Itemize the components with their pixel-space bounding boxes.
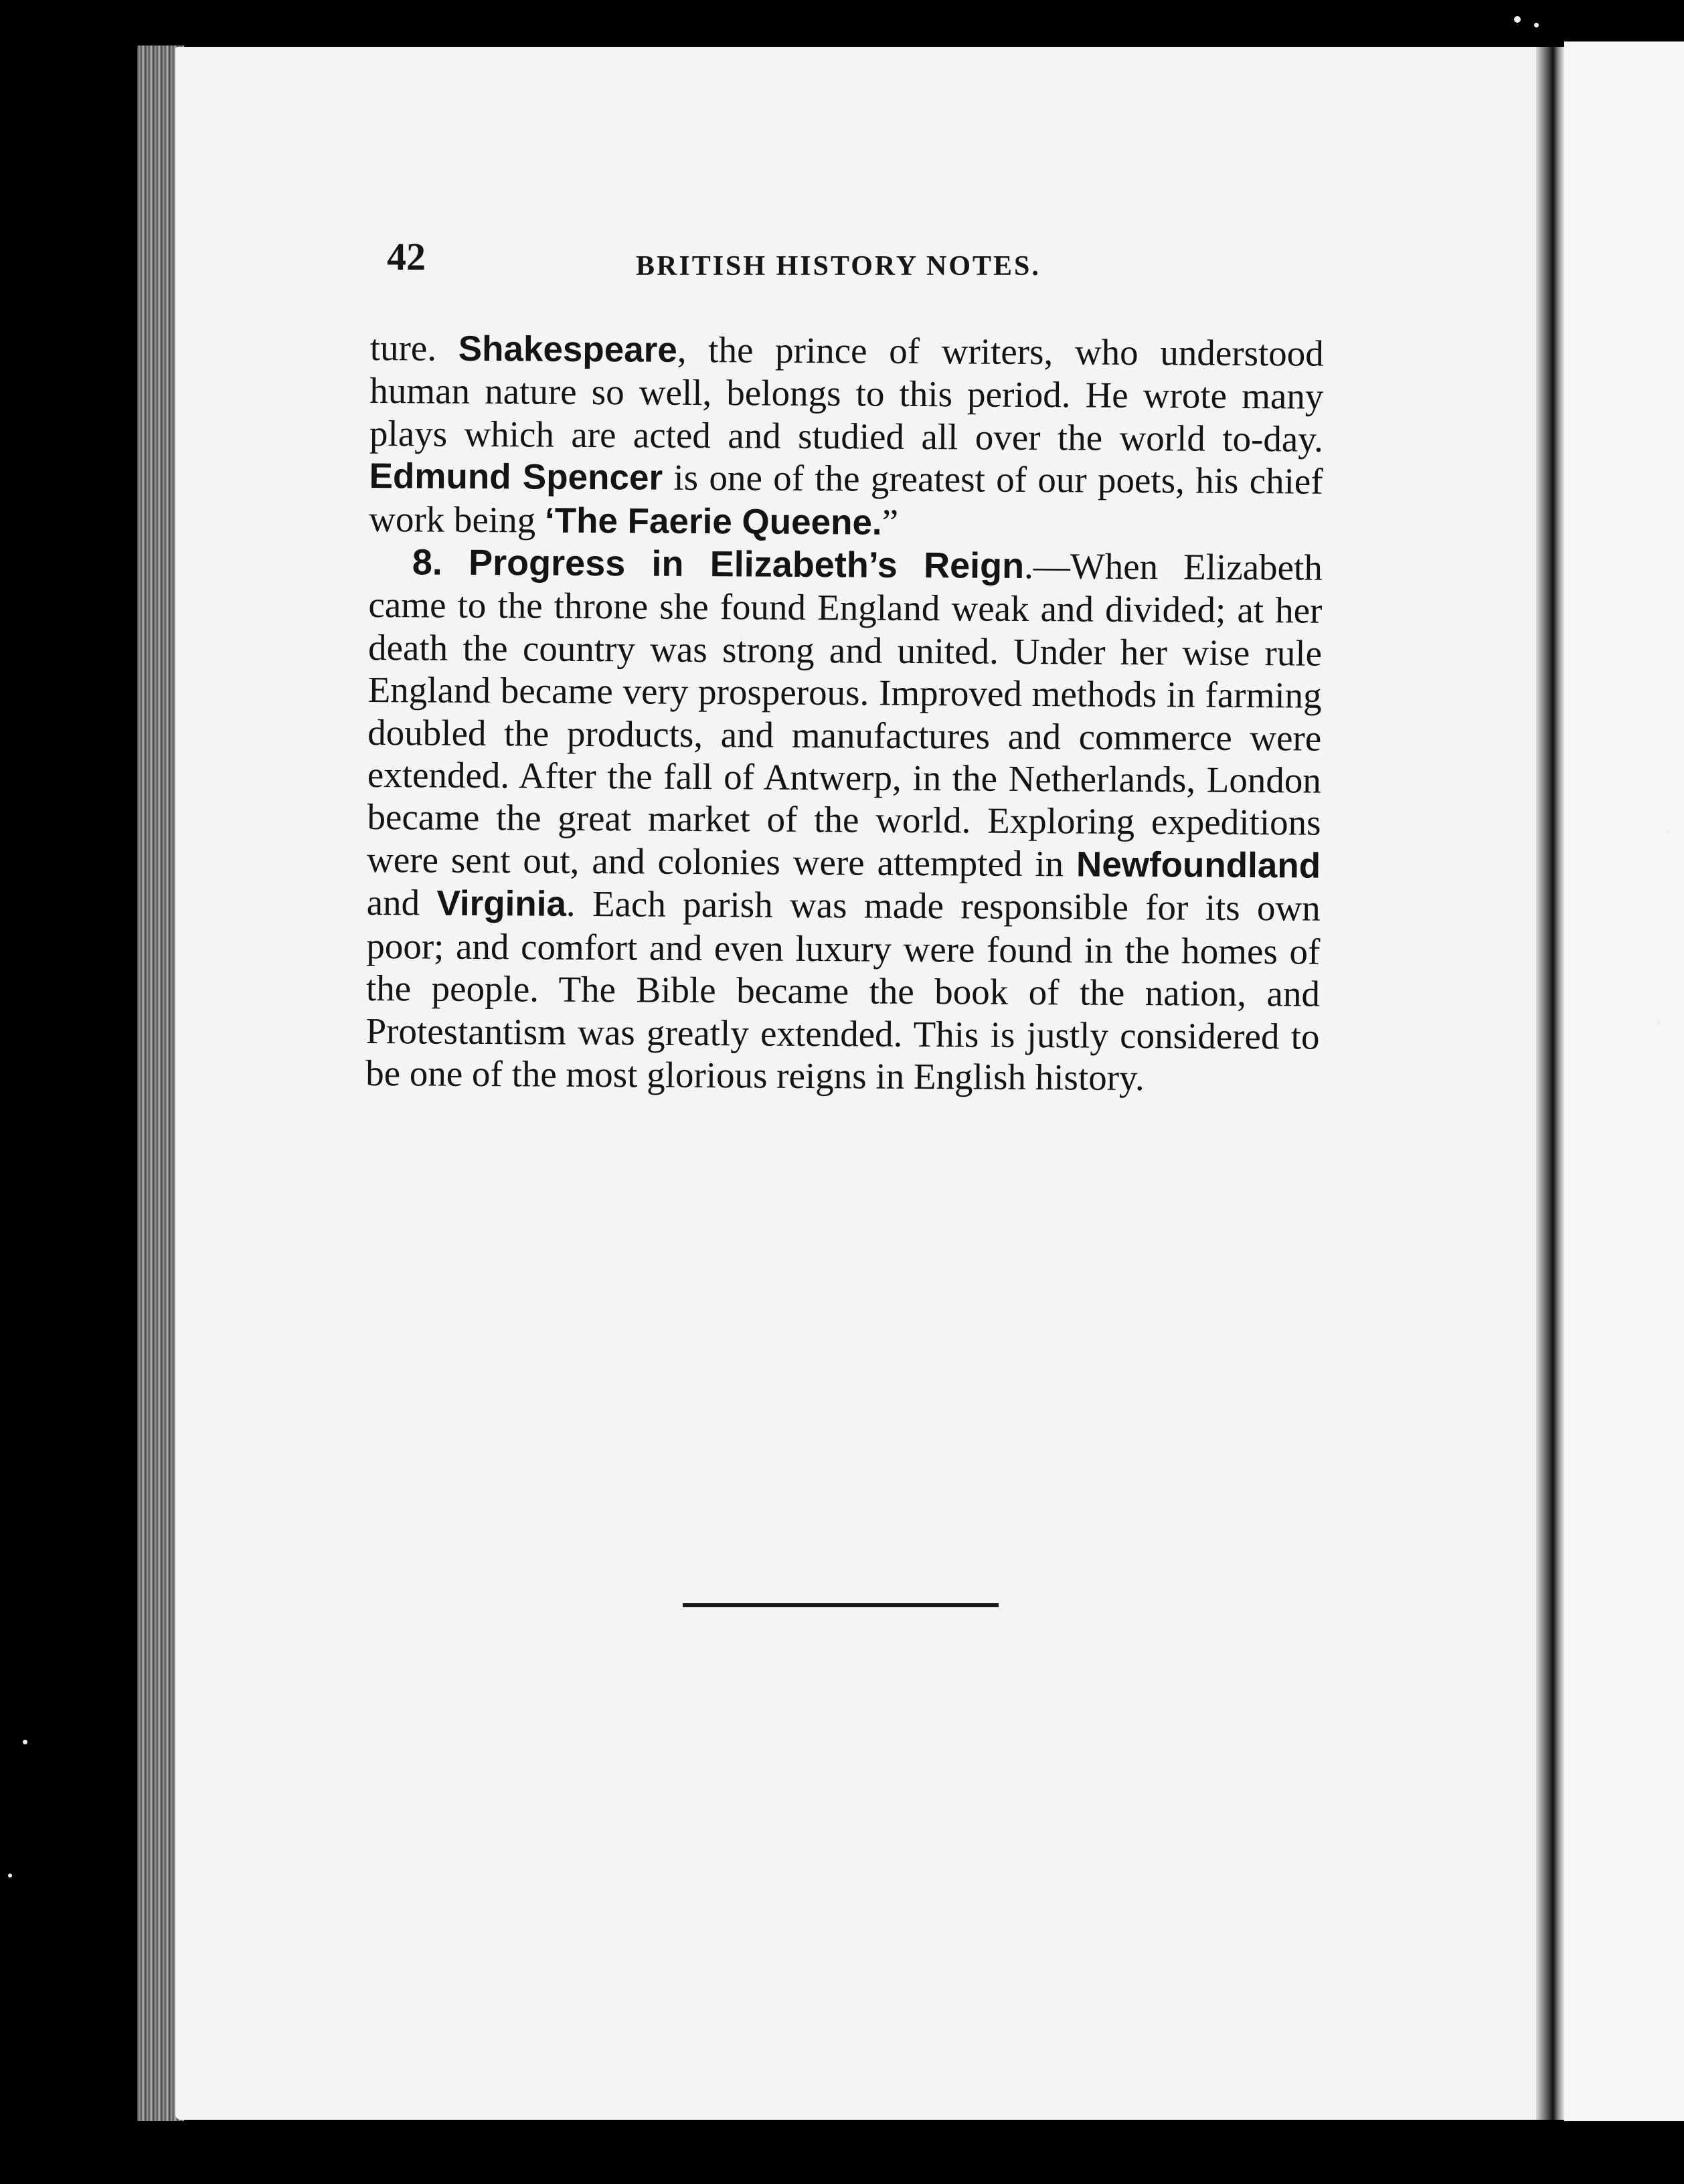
page-gutter (1536, 47, 1564, 2120)
text-run: When Elizabeth came to the throne she found England weak and divided; at her death the country was strong and united. Under her wise rule England became very prosperous. Improved methods in farming doubled the products, and manufactures and commerce were extended. After the fall of Antwerp, in the Netherlands, London became the great market of the world. Exploring expeditions were sent out, and colonies were attempted in (366, 545, 1323, 885)
scan-speck (1514, 16, 1521, 23)
scan-speck (1657, 1020, 1661, 1024)
text-run: and (366, 882, 437, 923)
text-run: , the prince of writers, who understood human nature so well, belongs to this period. He wrote many plays which are acted and studied all over the world to-day. (369, 329, 1324, 460)
end-rule (683, 1603, 999, 1607)
text-run: is one of the greatest of our poets, his chief work being (369, 456, 1323, 541)
running-title: BRITISH HISTORY NOTES. (636, 251, 1041, 282)
name-virginia: Virginia (436, 883, 567, 925)
text-run: ture. (369, 327, 458, 369)
facing-page-edge (1564, 41, 1684, 2121)
title-faerie-queene: ‘The Faerie Queene. (544, 500, 882, 543)
name-edmund-spencer: Edmund Spencer (369, 456, 663, 498)
scan-speck (1667, 830, 1671, 834)
paragraph (369, 327, 1324, 547)
section-heading: 8. Progress in Elizabeth’s Reign (412, 542, 1025, 587)
scan-speck (1534, 23, 1539, 27)
scan-speck (23, 1740, 27, 1744)
text-run: . Each parish was made responsible for its own poor; and comfort and even luxury were found in the homes of the people. The Bible became the book of the nation, and Protestantism was greatly extended. This is justly considered to be one of the most glorious reigns in English history. (365, 883, 1321, 1098)
text-run: ” (881, 501, 899, 543)
paragraph (365, 541, 1323, 1100)
name-shakespeare: Shakespeare (458, 329, 678, 370)
text-run: .— (1023, 545, 1071, 587)
name-newfoundland: Newfoundland (1076, 844, 1321, 886)
page-number: 42 (387, 235, 426, 278)
scan-speck (8, 1874, 12, 1878)
body-text (365, 327, 1324, 1100)
